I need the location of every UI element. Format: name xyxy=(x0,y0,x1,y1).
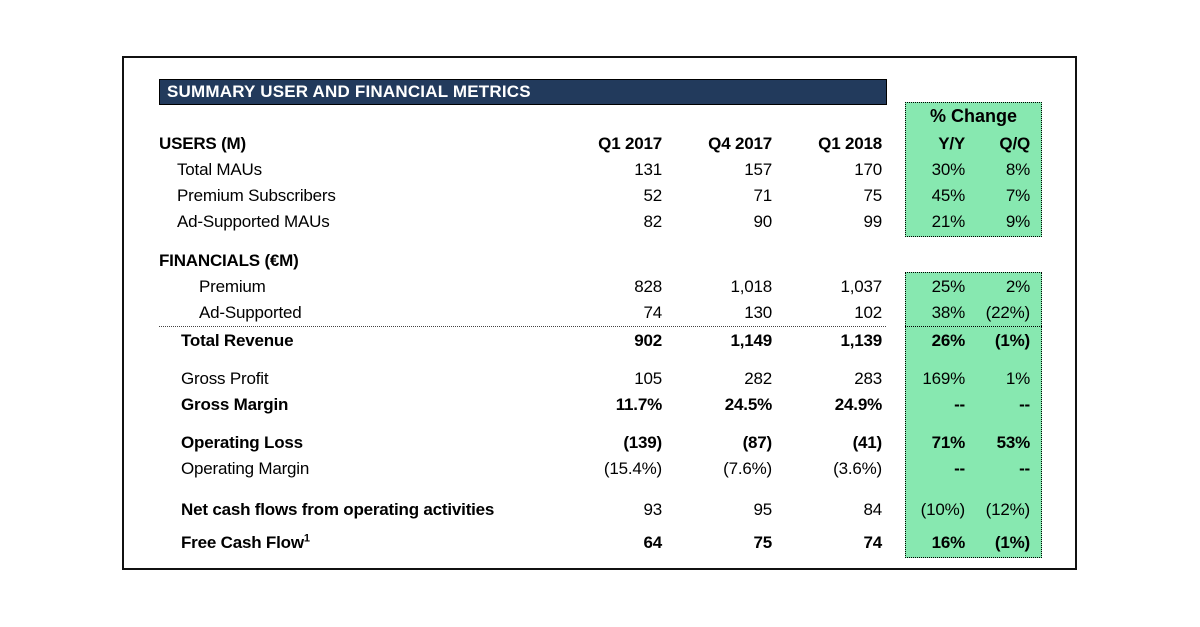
table-row-net-cash-flows xyxy=(159,497,1030,523)
cell: 99 xyxy=(863,212,882,231)
table-row-gross-profit xyxy=(159,366,1030,392)
cell: 71 xyxy=(753,186,772,205)
cell: 90 xyxy=(753,212,772,231)
cell-qq: 9% xyxy=(1005,212,1030,231)
cell-yy: 16% xyxy=(931,533,965,552)
table-row-gross-margin xyxy=(159,392,1030,418)
cell-qq: (22%) xyxy=(985,303,1030,322)
row-label: Premium xyxy=(199,277,266,296)
cell: 52 xyxy=(643,186,662,205)
cell: (15.4%) xyxy=(603,459,662,478)
cell: (41) xyxy=(852,433,882,452)
row-label: Operating Margin xyxy=(181,459,310,478)
table-row-ad-supported-maus xyxy=(159,209,1030,235)
cell-yy: 169% xyxy=(922,369,965,388)
table-row-total-maus xyxy=(159,157,1030,183)
col-header-q1-2017: Q1 2017 xyxy=(598,134,662,153)
cell: 24.5% xyxy=(724,395,772,414)
row-label: Premium Subscribers xyxy=(177,186,336,205)
cell: 1,037 xyxy=(840,277,882,296)
col-header-yy: Y/Y xyxy=(938,134,965,153)
cell: 64 xyxy=(643,533,662,552)
cell: (3.6%) xyxy=(833,459,882,478)
table-row-operating-loss xyxy=(159,430,1030,456)
cell: 75 xyxy=(753,533,772,552)
cell: 74 xyxy=(863,533,882,552)
row-label: Net cash flows from operating activities xyxy=(181,500,495,519)
cell-yy: 71% xyxy=(931,433,965,452)
subtotal-divider xyxy=(159,326,886,327)
cell: 84 xyxy=(863,500,882,519)
financials-section-row xyxy=(159,248,539,274)
cell-yy: 21% xyxy=(931,212,965,231)
row-label-text: Free Cash Flow xyxy=(181,533,304,552)
row-label: Total Revenue xyxy=(181,331,294,350)
col-header-q1-2018: Q1 2018 xyxy=(818,134,882,153)
users-section-header: USERS (M) xyxy=(159,134,246,153)
cell: 131 xyxy=(634,160,662,179)
cell-yy: -- xyxy=(954,395,965,414)
table-row-total-revenue xyxy=(159,328,1030,354)
table-row-operating-margin xyxy=(159,456,1030,482)
table-row-premium-subscribers xyxy=(159,183,1030,209)
percent-change-title: % Change xyxy=(929,106,1017,126)
cell: 93 xyxy=(643,500,662,519)
col-header-qq: Q/Q xyxy=(999,134,1030,153)
table-row-premium-revenue xyxy=(159,274,1030,300)
table-title-bar: SUMMARY USER AND FINANCIAL METRICS xyxy=(159,79,887,105)
cell-qq: 1% xyxy=(1005,369,1030,388)
cell: 82 xyxy=(643,212,662,231)
row-label: Gross Profit xyxy=(181,369,269,388)
cell: 105 xyxy=(634,369,662,388)
cell: 102 xyxy=(854,303,882,322)
cell: 1,018 xyxy=(730,277,772,296)
col-header-q4-2017: Q4 2017 xyxy=(708,134,772,153)
cell-qq: (1%) xyxy=(994,331,1030,350)
table-row-free-cash-flow xyxy=(159,530,1030,556)
row-label xyxy=(159,533,539,553)
change-box-divider xyxy=(905,326,1042,327)
cell: 828 xyxy=(634,277,662,296)
cell: 95 xyxy=(753,500,772,519)
row-label: Operating Loss xyxy=(181,433,303,452)
cell: 75 xyxy=(863,186,882,205)
cell: 283 xyxy=(854,369,882,388)
cell: (139) xyxy=(623,433,662,452)
cell: 24.9% xyxy=(834,395,882,414)
cell-qq: 7% xyxy=(1005,186,1030,205)
cell-qq: 8% xyxy=(1005,160,1030,179)
cell: 1,149 xyxy=(730,331,772,350)
cell: (87) xyxy=(742,433,772,452)
cell-yy: 30% xyxy=(931,160,965,179)
cell: 282 xyxy=(744,369,772,388)
cell: 11.7% xyxy=(615,395,662,414)
summary-table-panel xyxy=(122,56,1077,570)
cell-yy: (10%) xyxy=(920,500,965,519)
cell-yy: 26% xyxy=(931,331,965,350)
column-header-row xyxy=(159,131,1030,157)
cell: 1,139 xyxy=(840,331,882,350)
cell-qq: 2% xyxy=(1005,277,1030,296)
row-label: Gross Margin xyxy=(181,395,289,414)
table-row-ad-supported-revenue xyxy=(159,300,1030,326)
cell: 74 xyxy=(643,303,662,322)
cell-qq: 53% xyxy=(996,433,1030,452)
row-label: Total MAUs xyxy=(177,160,262,179)
cell-yy: -- xyxy=(954,459,965,478)
cell: (7.6%) xyxy=(723,459,772,478)
cell-qq: -- xyxy=(1019,459,1030,478)
cell-yy: 38% xyxy=(931,303,965,322)
cell: 157 xyxy=(744,160,772,179)
cell: 130 xyxy=(744,303,772,322)
cell: 170 xyxy=(854,160,882,179)
cell-qq: (1%) xyxy=(994,533,1030,552)
row-label: Ad-Supported MAUs xyxy=(177,212,330,231)
financials-section-header: FINANCIALS (€M) xyxy=(159,251,299,270)
row-label: Ad-Supported xyxy=(199,303,302,322)
cell: 902 xyxy=(634,331,662,350)
footnote-marker: 1 xyxy=(303,532,310,545)
cell-qq: (12%) xyxy=(985,500,1030,519)
cell-qq: -- xyxy=(1019,395,1030,414)
cell-yy: 25% xyxy=(931,277,965,296)
cell-yy: 45% xyxy=(931,186,965,205)
